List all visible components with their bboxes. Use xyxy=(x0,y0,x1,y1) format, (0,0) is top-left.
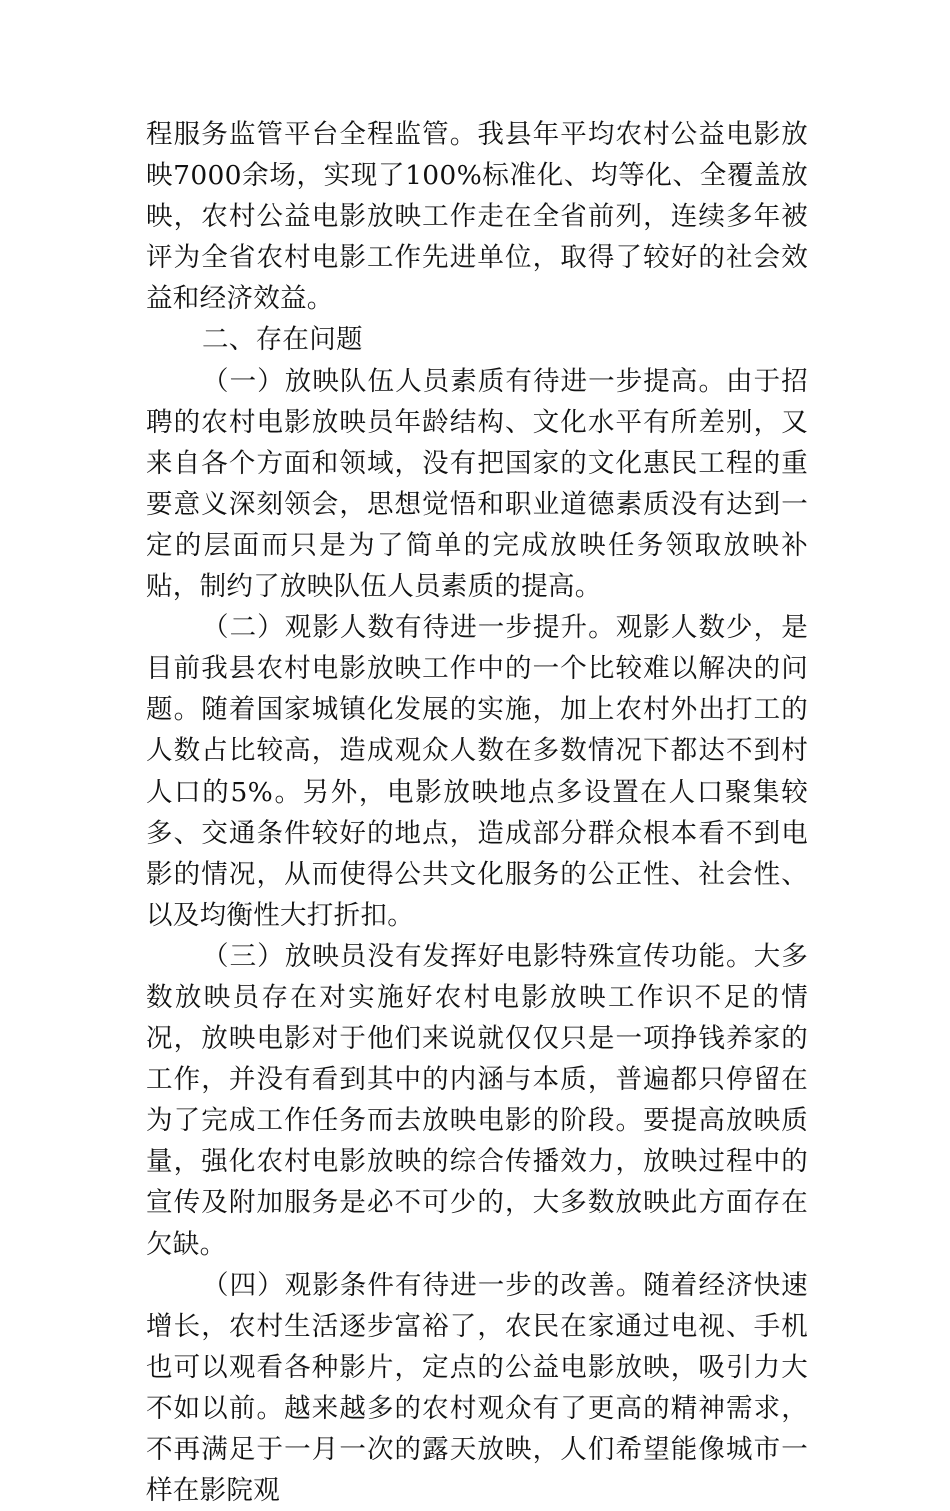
section-heading: 二、存在问题 xyxy=(202,324,363,356)
paragraph-item-1 xyxy=(146,361,808,608)
item-3-lead: （三）放映员没有发挥好电影特殊宣传功能。 xyxy=(202,940,754,972)
item-4-lead: （四）观影条件有待进一步的改善。 xyxy=(202,1269,644,1301)
item-1-lead: （一）放映队伍人员素质有待进一步提高。 xyxy=(202,365,727,397)
item-2-lead: （二）观影人数有待进一步提升。 xyxy=(202,612,616,644)
item-1-body: 由于招聘的农村电影放映员年龄结构、文化水平有所差别，又来自各个方面和领域，没有把国家的文化惠民工程的重要意义深刻领会，思想觉悟和职业道德素质没有达到一定的层面而只是为了简单的完成放映任务领取放映补贴，制约了放映队伍人员素质的提高。 xyxy=(146,365,808,603)
paragraph-item-3 xyxy=(146,936,808,1265)
document-page xyxy=(146,114,808,1511)
item-4-body: 随着经济快速增长，农村生活逐步富裕了，农民在家通过电视、手机也可以观看各种影片，定点的公益电影放映，吸引力大不如以前。越来越多的农村观众有了更高的精神需求，不再满足于一月一次的露天放映，人们希望能像城市一样在影院观 xyxy=(146,1269,808,1507)
paragraph-item-2 xyxy=(146,607,808,936)
item-3-body: 大多数放映员存在对实施好农村电影放映工作识不足的情况，放映电影对于他们来说就仅仅只是一项挣钱养家的工作，并没有看到其中的内涵与本质，普遍都只停留在为了完成工作任务而去放映电影的阶段。要提高放映质量，强化农村电影放映的综合传播效力，放映过程中的宣传及附加服务是必不可少的，大多数放映此方面存在欠缺。 xyxy=(146,940,809,1260)
intro-paragraph: 程服务监管平台全程监管。我县年平均农村公益电影放映7000余场，实现了100%标准化、均等化、全覆盖放映，农村公益电影放映工作走在全省前列，连续多年被评为全省农村电影工作先进单位，取得了较好的社会效益和经济效益。 xyxy=(146,119,808,315)
paragraph-item-4 xyxy=(146,1265,808,1511)
item-2-body: 观影人数少，是目前我县农村电影放映工作中的一个比较难以解决的问题。随着国家城镇化发展的实施，加上农村外出打工的人数占比较高，造成观众人数在多数情况下都达不到村人口的5%。另外，电影放映地点多设置在人口聚集较多、交通条件较好的地点，造成部分群众根本看不到电影的情况，从而使得公共文化服务的公正性、社会性、以及均衡性大打折扣。 xyxy=(146,612,809,931)
